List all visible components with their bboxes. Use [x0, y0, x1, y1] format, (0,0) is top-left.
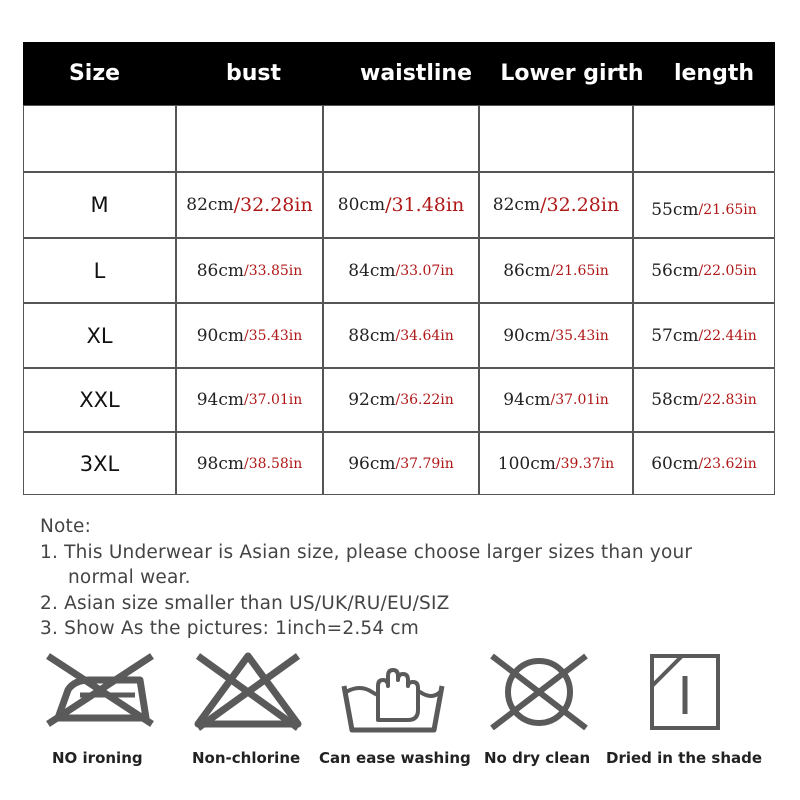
cm-value: 96cm — [348, 453, 396, 474]
hand-wash-label: Can ease washing — [319, 749, 471, 767]
lower-cell — [479, 238, 633, 303]
size-cell: 3XL — [23, 432, 176, 495]
in-value: /37.01in — [550, 392, 609, 408]
cm-value: 94cm — [196, 390, 244, 410]
cm-value: 56cm — [651, 260, 699, 281]
in-value: /34.64in — [395, 327, 454, 344]
cm-value: 90cm — [503, 325, 551, 346]
in-value: /31.48in — [385, 194, 465, 216]
size-cell: XL — [23, 303, 176, 368]
bust-cell — [176, 303, 323, 368]
dry-in-shade-label: Dried in the shade — [606, 749, 763, 767]
cm-value: 57cm — [651, 325, 699, 346]
no-ironing-label: NO ironing — [52, 749, 143, 767]
in-value: /33.85in — [243, 262, 303, 279]
waist-cell — [323, 172, 479, 238]
lower-cell — [479, 368, 633, 432]
size-table — [23, 105, 775, 495]
header-bust: bust — [225, 61, 282, 86]
no-dry-clean-icon — [484, 650, 594, 730]
cm-value: 88cm — [348, 325, 396, 346]
note-line-1: 1. This Underwear is Asian size, please choose larger sizes than your — [40, 541, 693, 563]
in-value: /38.58in — [243, 455, 303, 472]
in-value: /36.22in — [395, 392, 454, 408]
table-row — [23, 172, 775, 238]
in-value: /32.28in — [233, 194, 313, 216]
in-value: /22.83in — [698, 392, 757, 408]
size-notes — [40, 514, 692, 642]
in-value: /22.05in — [698, 262, 757, 279]
in-value: /35.43in — [243, 327, 303, 344]
in-value: /33.07in — [395, 262, 454, 279]
cm-value: 86cm — [503, 260, 551, 281]
non-chlorine-label: Non-chlorine — [192, 749, 301, 767]
length-cell — [633, 172, 775, 238]
cm-value: 82cm — [492, 195, 541, 215]
table-cell — [633, 105, 775, 172]
size-cell: M — [23, 172, 176, 238]
cm-value: 90cm — [196, 325, 244, 346]
note-line-3: 3. Show As the pictures: 1inch=2.54 cm — [40, 618, 420, 639]
table-cell — [23, 105, 176, 172]
waist-cell — [323, 238, 479, 303]
note-line-2: 2. Asian size smaller than US/UK/RU/EU/SIZ — [40, 592, 450, 614]
length-cell — [633, 238, 775, 303]
table-header — [23, 42, 775, 105]
cm-value: 80cm — [337, 195, 386, 215]
waist-cell — [323, 368, 479, 432]
table-row-empty — [23, 105, 775, 172]
bust-cell — [176, 238, 323, 303]
dry-in-shade-icon — [648, 652, 722, 732]
lower-cell — [479, 432, 633, 495]
hand-wash-icon — [338, 656, 448, 736]
bust-cell — [176, 172, 323, 238]
no-ironing-icon — [40, 650, 160, 730]
bust-cell — [176, 368, 323, 432]
note-line-1-cont: normal wear. — [68, 567, 191, 588]
cm-value: 84cm — [348, 260, 396, 281]
lower-cell — [479, 303, 633, 368]
cm-value: 98cm — [196, 453, 244, 474]
waist-cell — [323, 432, 479, 495]
table-cell — [176, 105, 323, 172]
in-value: /23.62in — [698, 455, 757, 472]
bust-cell — [176, 432, 323, 495]
length-cell — [633, 368, 775, 432]
table-row — [23, 238, 775, 303]
cm-value: 100cm — [497, 453, 556, 474]
cm-value: 82cm — [186, 195, 234, 215]
length-cell — [633, 303, 775, 368]
header-size: Size — [68, 61, 121, 86]
header-length: length — [673, 61, 755, 86]
table-row — [23, 432, 775, 495]
cm-value: 94cm — [503, 390, 551, 410]
cm-value: 92cm — [348, 390, 396, 410]
in-value: /37.01in — [243, 392, 303, 408]
in-value: /21.65in — [698, 202, 757, 218]
size-cell: XXL — [23, 368, 176, 432]
note-title: Note: — [40, 516, 92, 537]
table-cell — [479, 105, 633, 172]
in-value: /37.79in — [395, 455, 454, 472]
no-dry-clean-label: No dry clean — [484, 749, 591, 767]
in-value: /22.44in — [698, 327, 757, 344]
header-lower-girth: Lower girth — [500, 61, 644, 86]
length-cell — [633, 432, 775, 495]
cm-value: 55cm — [651, 200, 699, 220]
table-row — [23, 368, 775, 432]
in-value: /32.28in — [540, 194, 620, 216]
lower-cell — [479, 172, 633, 238]
cm-value: 58cm — [651, 390, 699, 410]
cm-value: 86cm — [196, 260, 244, 281]
table-cell — [323, 105, 479, 172]
in-value: /35.43in — [550, 327, 609, 344]
in-value: /39.37in — [555, 455, 615, 472]
header-waistline: waistline — [360, 61, 472, 86]
cm-value: 60cm — [651, 453, 699, 474]
size-cell: L — [23, 238, 176, 303]
table-row — [23, 303, 775, 368]
non-chlorine-icon — [188, 648, 308, 732]
waist-cell — [323, 303, 479, 368]
in-value: /21.65in — [550, 262, 609, 279]
